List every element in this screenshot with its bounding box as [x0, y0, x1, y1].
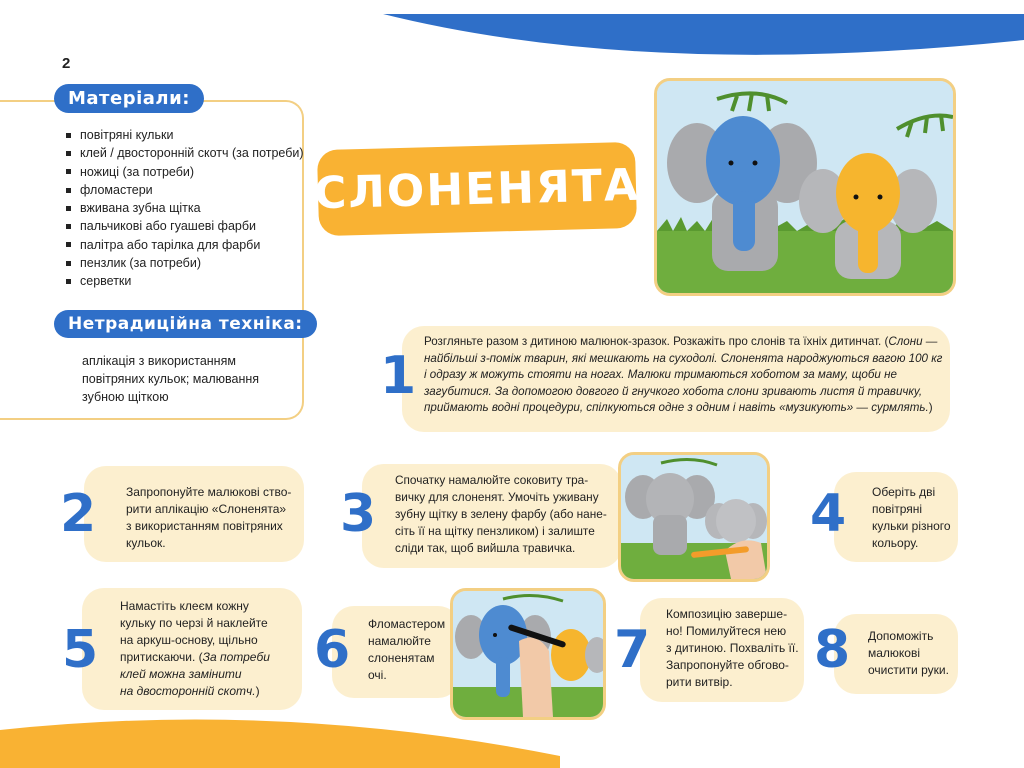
title-banner	[313, 142, 641, 236]
step-8-text: Допоможіть малюкові очистити руки.	[868, 629, 949, 677]
step-3-text: Спочатку намалюйте соковиту тра- вичку для слоненят. Умочіть уживану зубну щітку в зелену фарбу (або нане- сіть її на щітку пензликом) і залиште сліди так, щоб вийшла травичка.	[395, 473, 607, 555]
step-6-illustration	[450, 588, 606, 720]
step-6-text: Фломастером намалюйте слоненятам очі.	[368, 617, 446, 682]
list-item: пензлик (за потреби)	[66, 254, 304, 272]
list-item: повітряні кульки	[66, 126, 304, 144]
step-3-number: 3	[340, 484, 377, 544]
bullet-icon	[66, 133, 71, 138]
top-blue-wave	[0, 0, 1024, 90]
step-7-text: Композицію заверше- но! Помилуйтеся нею з дитиною. Похваліть її. Запропонуйте обгово- рити витвір.	[666, 607, 799, 689]
list-item: фломастери	[66, 181, 304, 199]
step-1-text: Розгляньте разом з дитиною малюнок-зразок. Розкажіть про слонів та їхніх дитинчат. (Слони — найбільші з-поміж тварин, які мешкають на суходолі. Слоненята народжуються вагою 100 кг і одразу ж можуть стояти на ногах. Малюки тримаються хоботом за маму, щоби не загубитися. За допомогою довгого й гнучкого хобота слони зривають листя й травичку, приймають водні процедури, спілкуються одне з одним і навіть «музикують» — сурмлять.)	[424, 335, 943, 414]
list-item: ножиці (за потреби)	[66, 163, 304, 181]
bullet-icon	[66, 279, 71, 284]
list-item: пальчикові або гуашеві фарби	[66, 217, 304, 235]
sample-illustration	[654, 78, 956, 296]
step-4-number: 4	[810, 484, 847, 544]
step-5-text: Намастіть клеєм кожну кульку по черзі й наклейте на аркуш-основу, щільно притискаючи. (За потреби клей можна замінити на двосторонній скотч.)	[120, 599, 270, 698]
page-number: 2	[62, 55, 71, 72]
step-5-number: 5	[62, 620, 99, 680]
list-item: клей / двосторонній скотч (за потреби)	[66, 144, 304, 162]
step-6-number: 6	[314, 620, 351, 680]
bullet-icon	[66, 242, 71, 247]
bullet-icon	[66, 151, 71, 156]
materials-list	[66, 126, 304, 291]
materials-heading: Матеріали:	[54, 84, 204, 113]
bullet-icon	[66, 169, 71, 174]
technique-heading: Нетрадиційна техніка:	[54, 310, 317, 338]
step-7-number: 7	[614, 620, 651, 680]
step-2-number: 2	[60, 484, 97, 544]
bullet-icon	[66, 224, 71, 229]
step-2-text: Запропонуйте малюкові ство- рити аплікацію «Слоненята» з використанням повітряних кульок.	[126, 485, 292, 550]
bullet-icon	[66, 261, 71, 266]
bullet-icon	[66, 206, 71, 211]
bullet-icon	[66, 188, 71, 193]
step-4-text: Оберіть дві повітряні кульки різного кольору.	[872, 485, 951, 550]
step-1-number: 1	[380, 346, 417, 406]
list-item: вживана зубна щітка	[66, 199, 304, 217]
technique-text: аплікація з використанням повітряних кульок; малювання зубною щіткою	[82, 354, 260, 404]
list-item: серветки	[66, 272, 304, 290]
page-title: СЛОНЕНЯТА	[313, 159, 641, 219]
list-item: палітра або тарілка для фарби	[66, 236, 304, 254]
step-3-illustration	[618, 452, 770, 582]
step-8-number: 8	[814, 620, 851, 680]
